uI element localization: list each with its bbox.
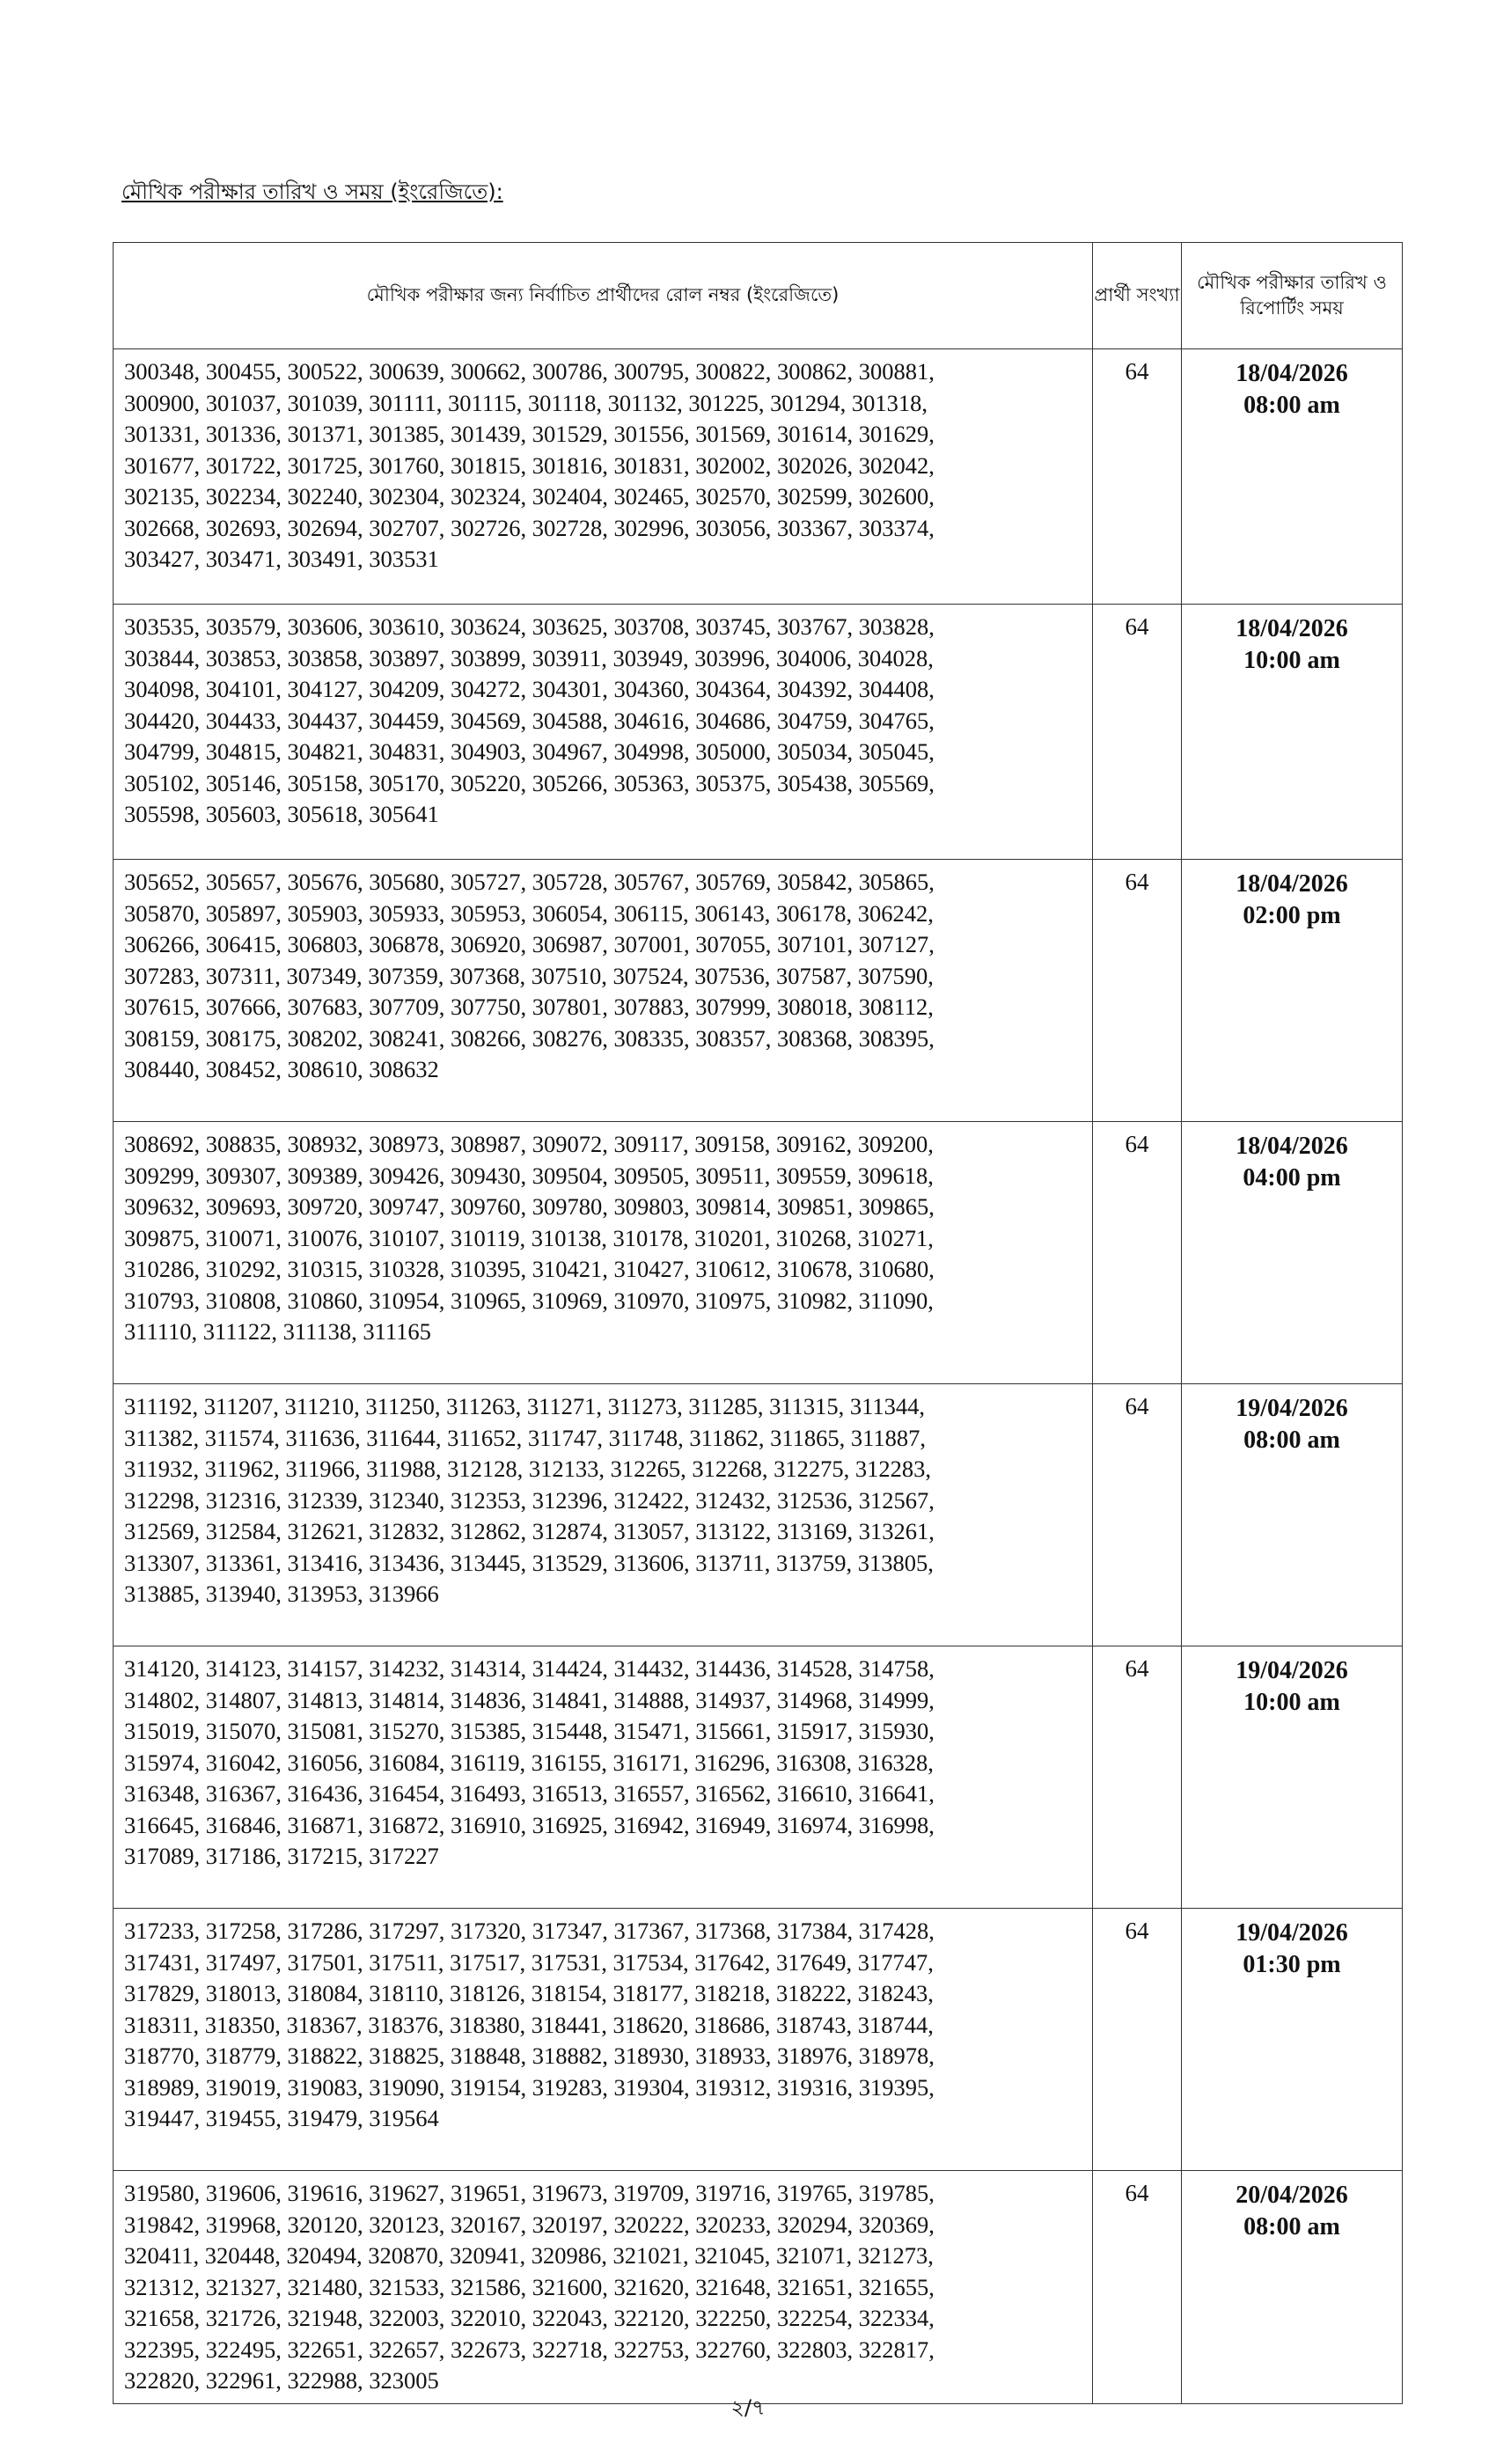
date-time-cell (1182, 860, 1403, 1122)
candidate-count-cell: 64 (1093, 1384, 1182, 1646)
interview-date: 18/04/2026 (1236, 870, 1348, 898)
candidate-count-cell: 64 (1093, 605, 1182, 860)
roll-numbers-cell (114, 1646, 1093, 1909)
roll-numbers-line: 318989, 319019, 319083, 319090, 319154, 319283, 319304, 319312, 319316, 319395, (124, 2073, 935, 2101)
roll-numbers-cell (114, 1384, 1093, 1646)
interview-date: 19/04/2026 (1236, 1395, 1348, 1422)
roll-numbers-line: 305652, 305657, 305676, 305680, 305727, 305728, 305767, 305769, 305842, 305865, (124, 869, 935, 895)
candidate-count-cell: 64 (1093, 1909, 1182, 2171)
candidate-count-cell: 64 (1093, 349, 1182, 605)
roll-numbers-line: 312298, 312316, 312339, 312340, 312353, 312396, 312422, 312432, 312536, 312567, (124, 1486, 935, 1514)
reporting-time: 01:30 pm (1243, 1951, 1341, 1978)
roll-numbers-line: 301331, 301336, 301371, 301385, 301439, 301529, 301556, 301569, 301614, 301629, (124, 421, 935, 447)
roll-numbers-line: 302668, 302693, 302694, 302707, 302726, 302728, 302996, 303056, 303367, 303374, (124, 514, 935, 541)
table-header-row (114, 243, 1403, 349)
roll-numbers-line: 304799, 304815, 304821, 304831, 304903, 304967, 304998, 305000, 305034, 305045, (124, 738, 935, 765)
table-row (114, 605, 1403, 860)
roll-numbers-line: 318770, 318779, 318822, 318825, 318848, 318882, 318930, 318933, 318976, 318978, (124, 2042, 935, 2069)
roll-numbers-line: 308440, 308452, 308610, 308632 (124, 1056, 439, 1082)
roll-numbers-line: 315974, 316042, 316056, 316084, 316119, 316155, 316171, 316296, 316308, 316328, (124, 1749, 934, 1776)
roll-numbers-line: 308159, 308175, 308202, 308241, 308266, 308276, 308335, 308357, 308368, 308395, (124, 1024, 935, 1052)
roll-numbers-line: 321312, 321327, 321480, 321533, 321586, 321600, 321620, 321648, 321651, 321655, (124, 2273, 935, 2300)
candidate-count-cell: 64 (1093, 1122, 1182, 1384)
roll-numbers-line: 307615, 307666, 307683, 307709, 307750, 307801, 307883, 307999, 308018, 308112, (124, 994, 934, 1020)
roll-numbers-line: 304420, 304433, 304437, 304459, 304569, 304588, 304616, 304686, 304759, 304765, (124, 707, 935, 734)
interview-date: 19/04/2026 (1236, 1657, 1348, 1684)
roll-numbers-line: 316645, 316846, 316871, 316872, 316910, 316925, 316942, 316949, 316974, 316998, (124, 1811, 935, 1838)
reporting-time: 02:00 pm (1243, 902, 1341, 929)
roll-numbers-line: 309632, 309693, 309720, 309747, 309760, 309780, 309803, 309814, 309851, 309865, (124, 1193, 935, 1220)
roll-numbers-line: 305598, 305603, 305618, 305641 (124, 801, 439, 827)
roll-numbers-line: 311192, 311207, 311210, 311250, 311263, 311271, 311273, 311285, 311315, 311344, (124, 1393, 926, 1419)
roll-numbers-line: 305102, 305146, 305158, 305170, 305220, 305266, 305363, 305375, 305438, 305569, (124, 769, 935, 796)
roll-numbers-cell (114, 1122, 1093, 1384)
interview-date: 18/04/2026 (1236, 360, 1348, 387)
roll-numbers-line: 309875, 310071, 310076, 310107, 310119, 310138, 310178, 310201, 310268, 310271, (124, 1224, 934, 1251)
table-row (114, 1122, 1403, 1384)
candidate-count-cell: 64 (1093, 860, 1182, 1122)
candidate-count-cell: 64 (1093, 2171, 1182, 2404)
date-time-cell (1182, 2171, 1403, 2404)
interview-date: 18/04/2026 (1236, 1133, 1348, 1160)
roll-numbers-line: 322395, 322495, 322651, 322657, 322673, 322718, 322753, 322760, 322803, 322817, (124, 2336, 935, 2363)
roll-numbers-line: 300348, 300455, 300522, 300639, 300662, 300786, 300795, 300822, 300862, 300881, (124, 358, 935, 385)
date-time-cell (1182, 605, 1403, 860)
table-row (114, 860, 1403, 1122)
header-date-time: মৌখিক পরীক্ষার তারিখ ও রিপোর্টিং সময় (1182, 243, 1403, 349)
roll-numbers-line: 322820, 322961, 322988, 323005 (124, 2367, 439, 2394)
roll-numbers-line: 306266, 306415, 306803, 306878, 306920, 306987, 307001, 307055, 307101, 307127, (124, 931, 935, 957)
roll-numbers-line: 316348, 316367, 316436, 316454, 316493, 316513, 316557, 316562, 316610, 316641, (124, 1780, 935, 1807)
viva-schedule-table (113, 242, 1403, 2404)
reporting-time: 10:00 am (1243, 1689, 1340, 1716)
roll-numbers-line: 317829, 318013, 318084, 318110, 318126, 318154, 318177, 318218, 318222, 318243, (124, 1980, 934, 2006)
date-time-cell (1182, 349, 1403, 605)
header-roll-numbers: মৌখিক পরীক্ষার জন্য নির্বাচিত প্রার্থীদের রোল নম্বর (ইংরেজিতে) (114, 243, 1093, 349)
page-heading: মৌখিক পরীক্ষার তারিখ ও সময় (ইংরেজিতে): (121, 180, 503, 204)
table-row (114, 1646, 1403, 1909)
roll-numbers-line: 313885, 313940, 313953, 313966 (124, 1580, 439, 1607)
roll-numbers-line: 319580, 319606, 319616, 319627, 319651, 319673, 319709, 319716, 319765, 319785, (124, 2180, 935, 2206)
roll-numbers-line: 303535, 303579, 303606, 303610, 303624, 303625, 303708, 303745, 303767, 303828, (124, 613, 935, 640)
roll-numbers-line: 304098, 304101, 304127, 304209, 304272, 304301, 304360, 304364, 304392, 304408, (124, 676, 935, 702)
interview-date: 20/04/2026 (1236, 2182, 1348, 2209)
roll-numbers-line: 309299, 309307, 309389, 309426, 309430, 309504, 309505, 309511, 309559, 309618, (124, 1162, 934, 1189)
roll-numbers-line: 307283, 307311, 307349, 307359, 307368, 307510, 307524, 307536, 307587, 307590, (124, 962, 934, 989)
date-time-cell (1182, 1909, 1403, 2171)
roll-numbers-cell (114, 1909, 1093, 2171)
date-time-cell (1182, 1646, 1403, 1909)
roll-numbers-line: 301677, 301722, 301725, 301760, 301815, 301816, 301831, 302002, 302026, 302042, (124, 451, 935, 479)
roll-numbers-line: 311932, 311962, 311966, 311988, 312128, 312133, 312265, 312268, 312275, 312283, (124, 1456, 931, 1482)
date-time-cell (1182, 1122, 1403, 1384)
roll-numbers-line: 305870, 305897, 305903, 305933, 305953, 306054, 306115, 306143, 306178, 306242, (124, 899, 934, 927)
header-candidate-count: প্রার্থী সংখ্যা (1093, 243, 1182, 349)
reporting-time: 04:00 pm (1243, 1164, 1341, 1192)
date-time-cell (1182, 1384, 1403, 1646)
candidate-count-cell: 64 (1093, 1646, 1182, 1909)
interview-date: 18/04/2026 (1236, 615, 1348, 642)
roll-numbers-line: 319447, 319455, 319479, 319564 (124, 2105, 439, 2131)
roll-numbers-line: 317089, 317186, 317215, 317227 (124, 1843, 439, 1869)
roll-numbers-cell (114, 349, 1093, 605)
roll-numbers-line: 310793, 310808, 310860, 310954, 310965, 310969, 310970, 310975, 310982, 311090, (124, 1287, 934, 1314)
roll-numbers-line: 317233, 317258, 317286, 317297, 317320, 317347, 317367, 317368, 317384, 317428, (124, 1918, 935, 1944)
interview-date: 19/04/2026 (1236, 1919, 1348, 1947)
roll-numbers-cell (114, 2171, 1093, 2404)
table-row (114, 349, 1403, 605)
roll-numbers-line: 303844, 303853, 303858, 303897, 303899, 303911, 303949, 303996, 304006, 304028, (124, 644, 934, 671)
roll-numbers-line: 300900, 301037, 301039, 301111, 301115, 301118, 301132, 301225, 301294, 301318, (124, 389, 928, 416)
roll-numbers-line: 320411, 320448, 320494, 320870, 320941, 320986, 321021, 321045, 321071, 321273, (124, 2242, 934, 2269)
table-row (114, 1384, 1403, 1646)
reporting-time: 10:00 am (1243, 647, 1340, 674)
page-number: ২/৭ (730, 2395, 766, 2420)
roll-numbers-cell (114, 605, 1093, 860)
roll-numbers-line: 310286, 310292, 310315, 310328, 310395, 310421, 310427, 310612, 310678, 310680, (124, 1256, 935, 1282)
roll-numbers-line: 314802, 314807, 314813, 314814, 314836, 314841, 314888, 314937, 314968, 314999, (124, 1686, 935, 1713)
roll-numbers-line: 321658, 321726, 321948, 322003, 322010, 322043, 322120, 322250, 322254, 322334, (124, 2305, 935, 2331)
roll-numbers-line: 311382, 311574, 311636, 311644, 311652, 311747, 311748, 311862, 311865, 311887, (124, 1424, 927, 1451)
roll-numbers-line: 302135, 302234, 302240, 302304, 302324, 302404, 302465, 302570, 302599, 302600, (124, 483, 935, 510)
reporting-time: 08:00 am (1243, 392, 1340, 419)
roll-numbers-line: 315019, 315070, 315081, 315270, 315385, 315448, 315471, 315661, 315917, 315930, (124, 1718, 935, 1744)
roll-numbers-line: 313307, 313361, 313416, 313436, 313445, 313529, 313606, 313711, 313759, 313805, (124, 1549, 934, 1576)
roll-numbers-line: 303427, 303471, 303491, 303531 (124, 546, 439, 572)
roll-numbers-line: 314120, 314123, 314157, 314232, 314314, 314424, 314432, 314436, 314528, 314758, (124, 1655, 935, 1682)
roll-numbers-line: 308692, 308835, 308932, 308973, 308987, 309072, 309117, 309158, 309162, 309200, (124, 1131, 934, 1157)
roll-numbers-line: 311110, 311122, 311138, 311165 (124, 1318, 431, 1345)
roll-numbers-line: 319842, 319968, 320120, 320123, 320167, 320197, 320222, 320233, 320294, 320369, (124, 2211, 935, 2238)
roll-numbers-line: 312569, 312584, 312621, 312832, 312862, 312874, 313057, 313122, 313169, 313261, (124, 1518, 935, 1544)
reporting-time: 08:00 am (1243, 1426, 1340, 1454)
reporting-time: 08:00 am (1243, 2213, 1340, 2240)
roll-numbers-line: 317431, 317497, 317501, 317511, 317517, 317531, 317534, 317642, 317649, 317747, (124, 1948, 934, 1976)
table-row (114, 1909, 1403, 2171)
roll-numbers-line: 318311, 318350, 318367, 318376, 318380, 318441, 318620, 318686, 318743, 318744, (124, 2011, 934, 2038)
roll-numbers-cell (114, 860, 1093, 1122)
table-row (114, 2171, 1403, 2404)
